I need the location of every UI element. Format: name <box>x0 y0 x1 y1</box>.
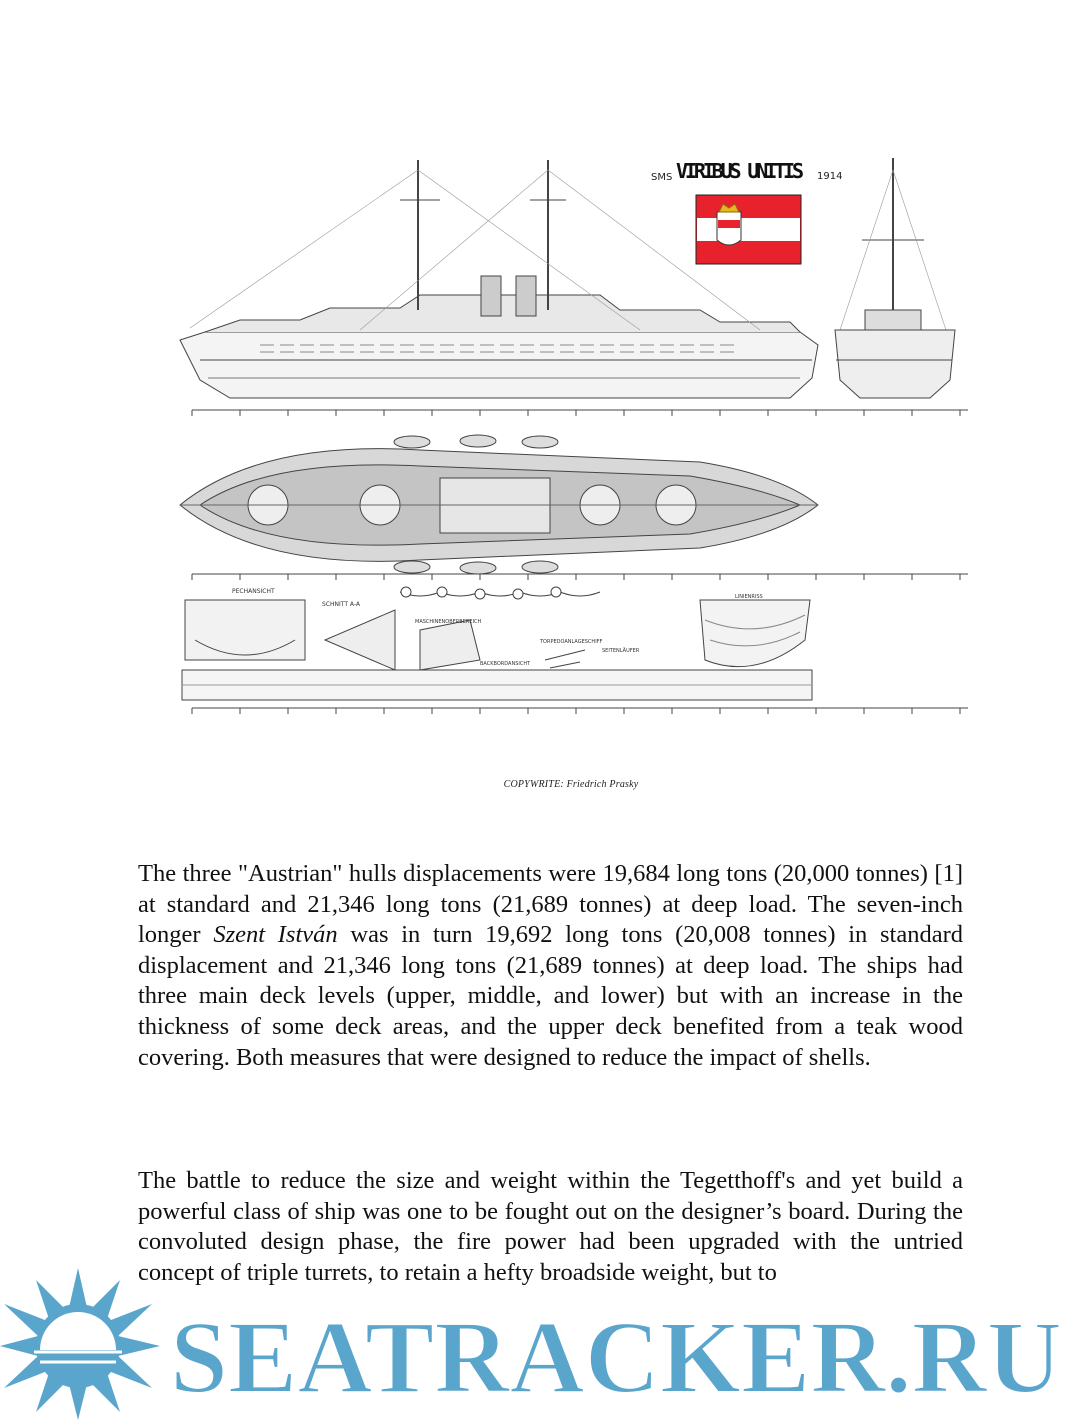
image-caption: COPYWRITE: Friedrich Prasky <box>503 779 639 790</box>
label-torpedo: TORPEDOANLAGESCHIFF <box>540 639 603 645</box>
front-view <box>835 158 955 398</box>
label-pechansicht: PECHANSICHT <box>232 588 275 595</box>
label-backbord: BACKBORDANSICHT <box>480 661 531 667</box>
detail-drawings <box>182 600 812 700</box>
label-schnitt: SCHNITT A-A <box>322 601 361 608</box>
sun-logo-icon <box>0 1268 160 1420</box>
paragraph-design: The battle to reduce the size and weight within the Tegetthoff's and yet build a powerful class of ship was one to be fought out on the designer’s board. During the convoluted design phase, the fire power had been upgraded with the untried concept of triple turrets, to retain a hefty broadside weight, but to <box>138 1167 963 1286</box>
label-maschinen: MASCHINENOBERBEREICH <box>415 619 482 625</box>
paragraph-text: was in turn 19,692 long tons (20,008 tonnes) in standard displacement and 21,346 long tons (21,689 tonnes) at deep load. The ships had three main deck levels (upper, middle, and lower) but with an increase in the thickness of some deck areas, and the upper deck benefited from a teak wood covering. Both measures that were designed to reduce the impact of shells. <box>138 921 964 1071</box>
seatracker-watermark <box>0 1265 1080 1425</box>
label-seitenlaufer: SEITENLÄUFER <box>602 648 640 654</box>
plan-view <box>180 435 818 574</box>
title-year: 1914 <box>817 171 843 182</box>
paragraph-text: The three "Austrian" hulls displacements were 19,684 long tons (20,000 tonnes) [1] at standard and 21,346 long tons (21,689 tonnes) at deep load. The seven-inch longer <box>138 860 963 949</box>
title-prefix: SMS <box>651 172 673 183</box>
paragraph-displacement <box>138 859 963 1073</box>
ship-name-italic: Szent István <box>213 921 338 949</box>
watermark-text: SEATRACKER.RU <box>170 1300 1062 1415</box>
austro-hungarian-naval-flag <box>696 195 801 264</box>
title-ship-name: VIRIBUS UNITIS <box>676 159 804 183</box>
label-linienriss: LINIENRISS <box>735 594 763 600</box>
